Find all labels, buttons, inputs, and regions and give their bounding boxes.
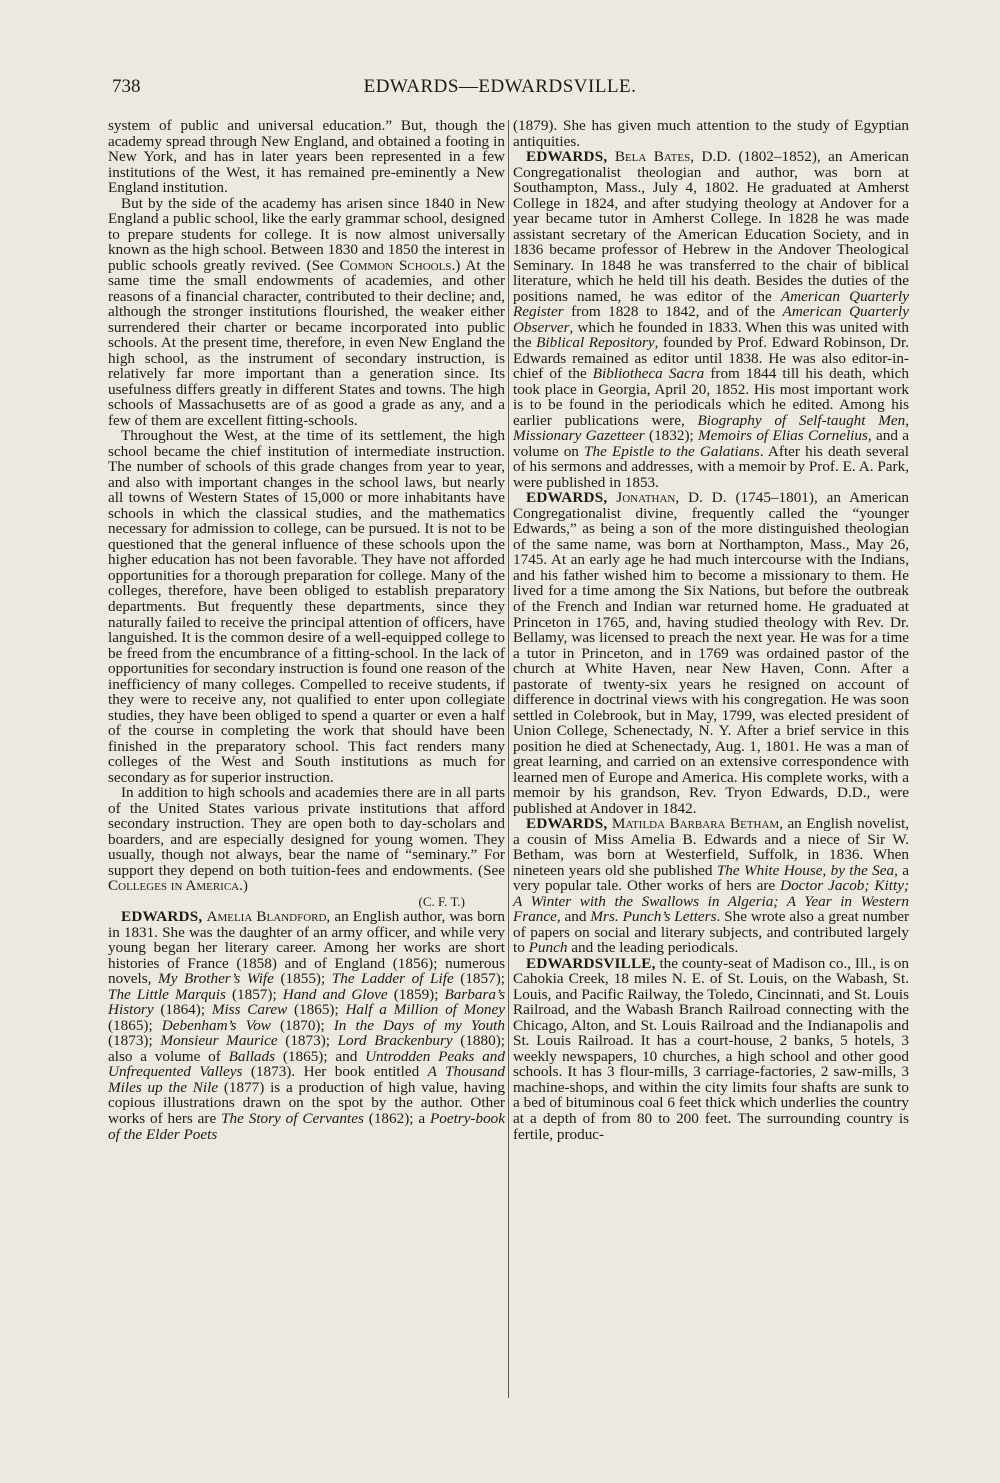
column-rule (508, 120, 509, 1398)
paragraph: But by the side of the academy has arisen since 1840 in New England a public school, like the early grammar school, designed to prepare students for college. It is now almost universally known as the high school. Between 1830 and 1850 the interest in public schools greatly revived. (See Common Schools.) At the same time the small endowments of academies, and other reasons of a financial character, contributed to their decline; and, although the stronger institutions flourished, the weaker either surrendered their charter or became incorporated into public schools. At the present time, therefore, in even New England the high school, as the instrument of secondary instruction, is relatively far more important than a generation since. Its usefulness differs greatly in different States and towns. The high schools of Massachusetts are of as good a grade as any, and a few of them are excellent fitting-schools. (108, 194, 506, 429)
author-signature: (C. F. T.) (418, 893, 465, 909)
paragraph: (1879). She has given much attention to the study of Egyptian antiquities. (513, 117, 909, 150)
paragraph: system of public and universal education.” But, though the academy spread through New England, and obtained a footing in New York, and has in later years been represented in a few institutions of the West, it has remained pre-eminently a New England institution. (108, 117, 505, 197)
cross-reference: Colleges in America (108, 877, 240, 895)
entry-edwardsville: EDWARDSVILLE, the county-seat of Madison co., Ill., is on Cahokia Creek, 18 miles N. E. of St. Louis, on the Wabash, St. Louis, and Pacific Railway, the Toledo, Cincinnati, and St. Louis Railroad, and the Wabash Branch Railroad connecting with the Chicago, Alton, and St. Louis Railroad and the Indianapolis and St. Louis Railroad. It has a court-house, 2 banks, 5 hotels, 3 weekly newspapers, 10 churches, a high school and other good schools. It has 3 flour-mills, 3 carriage-factories, 2 saw-mills, 3 machine-shops, and within the city limits four shafts are sunk to a bed of bituminous coal 6 feet thick which underlies the country at a depth of from 80 to 200 feet. The surrounding country is fertile, produc- (513, 954, 909, 1143)
entry-headword: EDWARDS, (121, 908, 203, 926)
paragraph: Throughout the West, at the time of its settlement, the high school became the chief institution of intermediate instruction. The number of schools of this grade changes from year to year, and also with important changes in the school laws, but nearly all towns of Western States of 15,000 or more inhabitants have schools in which the classical studies, and the mathematics necessary for admission to college, can be pursued. It is not to be questioned that the general influence of these schools upon the higher education has not been favorable. They have not afforded opportunities for a thorough preparation for college. Many of the colleges, therefore, have been obliged to establish preparatory departments. But frequently these departments, since they naturally failed to receive the principal attention of officers, have languished. It is the common desire of a well-equipped college to be freed from the encumbrance of a fitting-school. In the lack of opportunities for secondary instruction is found one reason of the inefficiency of many colleges. Compelled to receive students, if they were to receive any, not qualified to enter upon collegiate studies, they have been obliged to spend a quarter or even a half of the course in completing the work that should have been finished in the preparatory school. This fact renders many colleges of the West and South institutions as much for secondary as for superior instruction. (108, 427, 505, 786)
entry-jonathan-edwards: EDWARDS, Jonathan, D. D. (1745–1801), an American Congregationalist divine, frequently called the “younger Edwards,” as being a son of the more distinguished theologian of the same name, was born at Northampton, Mass., May 26, 1745. At an early age he had much intercourse with the Indians, and his father wished him to become a missionary to them. He lived for a time among the Six Nations, but before the outbreak of the French and Indian war returned home. He graduated at Princeton in 1765, and, having studied theology with Rev. Dr. Bellamy, was licensed to preach the next year. He was for a time a tutor in Princeton, and in 1769 was ordained pastor of the church at White Haven, near New Haven, Conn. After a pastorate of twenty-six years he resigned on account of difference in doctrinal views with his congregation. He was soon settled in Colebrook, but in May, 1799, was elected president of Union College, Schenectady, N. Y. After a brief service in this position he died at Schenectady, Aug. 1, 1801. He was a man of great learning, and carried on an extensive correspondence with learned men of Europe and America. His complete works, with a memoir by his grandson, Rev. Tryon Edwards, D.D., were published at Andover in 1842. (513, 489, 909, 817)
entry-amelia-edwards: EDWARDS, Amelia Blandford, an English author, was born in 1831. She was the daughter of an army officer, and while very young began her literary career. Among her works are short histories of France (1858) and of England (1856); numerous novels, My Brother’s Wife (1855); The Ladder of Life (1857); The Little Marquis (1857); Hand and Glove (1859); Barbara’s History (1864); Miss Carew (1865); Half a Million of Money (1865); Debenham’s Vow (1870); In the Days of my Youth (1873); Monsieur Maurice (1873); Lord Brackenbury (1880); also a volume of Ballads (1865); and Untrodden Peaks and Unfrequented Valleys (1873). Her book entitled A Thousand Miles up the Nile (1877) is a production of high value, having copious illustrations drawn on the spot by the author. Other works of hers are The Story of Cervantes (1862); a Poetry-book of the Elder Poets (108, 908, 506, 1143)
cross-reference: Common Schools (339, 256, 452, 274)
entry-headword: EDWARDS, (526, 489, 608, 507)
entry-given-name: Bela Bates (614, 148, 691, 166)
entry-given-name: Jonathan (616, 489, 676, 507)
entry-given-name: Matilda Barbara Betham (611, 815, 780, 833)
entry-matilda-edwards: EDWARDS, Matilda Barbara Betham, an English novelist, a cousin of Miss Amelia B. Edwards and a niece of Sir W. Betham, was born at Westerfield, Suffolk, in 1836. When nineteen years old she published The White House, by the Sea, a very popular tale. Other works of hers are Doctor Jacob; Kitty; A Winter with the Swallows in Algeria; A Year in Western France, and Mrs. Punch’s Letters. She wrote also a great number of papers on social and literary subjects, and contributed largely to Punch and the leading periodicals. (513, 815, 910, 957)
entry-headword: EDWARDSVILLE, (526, 954, 656, 972)
entry-headword: EDWARDS, (526, 815, 608, 833)
paragraph: In addition to high schools and academies there are in all parts of the United States various private institutions that afford secondary instruction. They are open both to day-scholars and boarders, and are especially designed for young women. They usually, though not always, bear the name of “seminary.” For support they depend on both tuition-fees and endowments. (See Colleges in America.) (108, 784, 505, 895)
right-column (513, 118, 909, 1142)
entry-given-name: Amelia Blandford (206, 908, 327, 926)
page-number: 738 (112, 76, 141, 97)
entry-headword: EDWARDS, (526, 148, 608, 166)
left-column (108, 118, 505, 1142)
running-head: EDWARDS—EDWARDSVILLE. (363, 76, 637, 97)
entry-bela-bates-edwards: EDWARDS, Bela Bates, D.D. (1802–1852), an American Congregationalist theologian and author, was born at Southampton, Mass., July 4, 1802. He graduated at Amherst College in 1824, and after studying theology at Andover for a year became tutor in Amherst College. In 1828 he was made assistant secretary of the American Education Society, and in 1836 became professor of Hebrew in the Andover Theological Seminary. In 1848 he was transferred to the chair of biblical literature, which he held till his death. Besides the duties of the positions named, he was editor of the American Quarterly Register from 1828 to 1842, and of the American Quarterly Observer, which he founded in 1833. When this was united with the Biblical Repository, founded by Prof. Edward Robinson, Dr. Edwards remained as editor until 1838. He was also editor-in-chief of the Bibliotheca Sacra from 1844 till his death, which took place in Georgia, April 20, 1852. His most important work is to be found in the periodicals which he edited. Among his earlier publications were, Biography of Self-taught Men, Missionary Gazetteer (1832); Memoirs of Elias Cornelius, and a volume on The Epistle to the Galatians. After his death several of his sermons and addresses, with a memoir by Prof. E. A. Park, were published in 1853. (513, 148, 909, 491)
